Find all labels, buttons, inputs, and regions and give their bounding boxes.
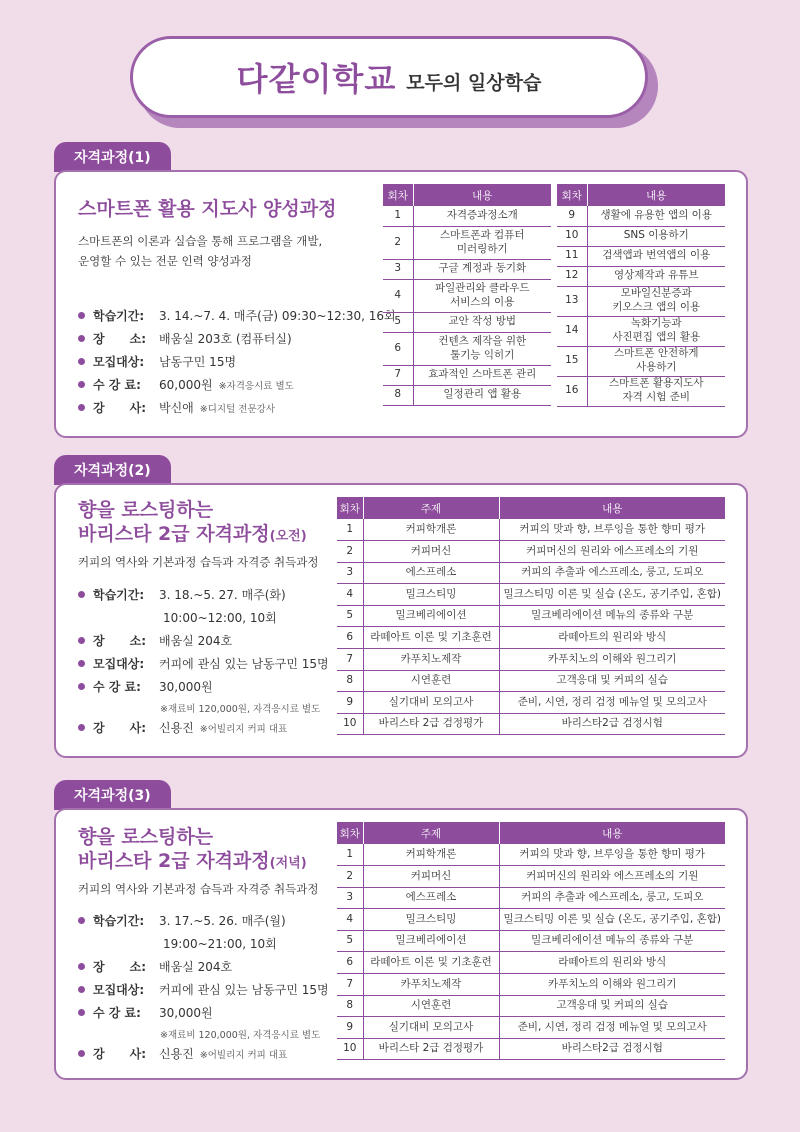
info-fee (78, 376, 396, 399)
info-label: 수 강 료: (93, 1006, 141, 1020)
table-cell: 고객응대 및 커피의 실습 (499, 670, 725, 692)
table-cell: 자격증과정소개 (413, 206, 551, 226)
table-row (557, 286, 725, 316)
table-row (337, 605, 725, 627)
page-title: 다같이학교 (236, 60, 397, 98)
bullet-icon (78, 724, 85, 731)
course-title-line: 바리스타 2급 자격과정 (78, 849, 270, 872)
table-header: 내용 (587, 184, 725, 206)
info-label: 장 소: (93, 960, 147, 974)
table-cell: 커피머신 (363, 541, 499, 563)
table-cell: 커피의 맛과 향, 브루잉을 통한 향미 평가 (499, 519, 725, 541)
table-header: 회차 (383, 184, 413, 206)
desc-line: 스마트폰의 이론과 실습을 통해 프로그램을 개발, (78, 234, 323, 248)
desc-line: 커피의 역사와 기본과정 습득과 자격증 취득과정 (78, 882, 319, 896)
info-value: 남동구민 15명 (159, 355, 237, 369)
table-row (337, 974, 725, 996)
table-row (557, 316, 725, 346)
table-row (337, 627, 725, 649)
session-number-cell: 6 (383, 332, 413, 365)
table-row (337, 562, 725, 584)
session-number-cell: 1 (337, 844, 363, 866)
table-row (557, 376, 725, 406)
table-cell: 고객응대 및 커피의 실습 (499, 995, 725, 1017)
table-cell: 바리스타2급 검정시험 (499, 713, 725, 735)
page-subtitle: 모두의 일상학습 (406, 71, 542, 94)
table-cell: 바리스타2급 검정시험 (499, 1038, 725, 1060)
table-header: 회차 (337, 822, 363, 844)
session-number-cell: 13 (557, 286, 587, 316)
session-number-cell: 4 (337, 584, 363, 606)
course-title (78, 826, 307, 874)
session-number-cell: 10 (337, 713, 363, 735)
table-cell: 밀크베리에이션 메뉴의 종류와 구분 (499, 605, 725, 627)
table-cell: 스마트폰 안전하게 사용하기 (587, 346, 725, 376)
table-cell: 밀크스티밍 (363, 584, 499, 606)
session-number-cell: 12 (557, 266, 587, 286)
table-cell: 준비, 시연, 정리 검정 메뉴얼 및 모의고사 (499, 1017, 725, 1039)
session-number-cell: 11 (557, 246, 587, 266)
page-title-banner (130, 36, 648, 118)
table-row (337, 930, 725, 952)
table-row (557, 226, 725, 246)
schedule-table (337, 497, 725, 735)
table-cell: 구글 계정과 동기화 (413, 259, 551, 279)
session-number-cell: 7 (383, 365, 413, 385)
info-value: 커피에 관심 있는 남동구민 15명 (159, 657, 329, 671)
info-note: ※재료비 120,000원, 자격응시료 별도 (160, 1030, 321, 1041)
info-place (78, 958, 329, 981)
bullet-icon (78, 335, 85, 342)
section-tag-2: 자격과정(2) (54, 455, 171, 485)
desc-line: 커피의 역사와 기본과정 습득과 자격증 취득과정 (78, 555, 319, 569)
table-cell: 밀크스티밍 이론 및 실습 (온도, 공기주입, 혼합) (499, 909, 725, 931)
schedule-table (337, 822, 725, 1060)
info-value: 배움실 204호 (159, 960, 233, 974)
table-row (337, 887, 725, 909)
table-cell: 시연훈련 (363, 670, 499, 692)
session-number-cell: 2 (337, 541, 363, 563)
table-cell: 검색앱과 번역앱의 이용 (587, 246, 725, 266)
session-number-cell: 1 (337, 519, 363, 541)
course-card-1 (54, 170, 748, 438)
table-cell: 밀크베리에이션 메뉴의 종류와 구분 (499, 930, 725, 952)
table-cell: 커피의 추출과 에스프레소, 룽고, 도피오 (499, 562, 725, 584)
info-label: 모집대상: (93, 657, 145, 671)
session-number-cell: 7 (337, 649, 363, 671)
session-number-cell: 4 (383, 279, 413, 312)
table-row (383, 226, 551, 259)
session-number-cell: 2 (337, 866, 363, 888)
info-value: 신용진 (159, 1047, 194, 1061)
course-title (78, 499, 307, 547)
info-value: 신용진 (159, 721, 194, 735)
session-number-cell: 3 (383, 259, 413, 279)
table-cell: 커피머신의 원리와 에스프레소의 기원 (499, 541, 725, 563)
course-title-line: 바리스타 2급 자격과정 (78, 522, 270, 545)
session-number-cell: 15 (557, 346, 587, 376)
table-cell: 커피머신 (363, 866, 499, 888)
info-value: 19:00~21:00, 10회 (163, 937, 277, 951)
table-cell: 효과적인 스마트폰 관리 (413, 365, 551, 385)
table-cell: 스마트폰과 컴퓨터 미러링하기 (413, 226, 551, 259)
table-cell: 커피머신의 원리와 에스프레소의 기원 (499, 866, 725, 888)
course-description (78, 553, 318, 573)
session-number-cell: 9 (337, 1017, 363, 1039)
table-row (557, 206, 725, 226)
table-cell: 밀크베리에이션 (363, 930, 499, 952)
info-value: 30,000원 (159, 1006, 213, 1020)
table-cell: 일정관리 앱 활용 (413, 385, 551, 405)
session-number-cell: 3 (337, 887, 363, 909)
session-number-cell: 5 (337, 930, 363, 952)
table-cell: 라떼아트 이론 및 기초훈련 (363, 627, 499, 649)
table-cell: 파일관리와 클라우드 서비스의 이용 (413, 279, 551, 312)
table-header: 내용 (499, 822, 725, 844)
table-cell: 준비, 시연, 정리 검정 메뉴얼 및 모의고사 (499, 692, 725, 714)
info-label: 강 사: (93, 1047, 147, 1061)
table-row (383, 365, 551, 385)
session-number-cell: 3 (337, 562, 363, 584)
session-number-cell: 5 (383, 312, 413, 332)
course-info (78, 586, 329, 742)
bullet-icon (78, 963, 85, 970)
table-row (383, 385, 551, 405)
table-row (383, 279, 551, 312)
info-value: 배움실 204호 (159, 634, 233, 648)
table-cell: 실기대비 모의고사 (363, 1017, 499, 1039)
table-cell: 교안 작성 방법 (413, 312, 551, 332)
table-cell: 컨텐츠 제작을 위한 툴기능 익히기 (413, 332, 551, 365)
info-label: 학습기간: (93, 914, 145, 928)
table-cell: 라떼아트 이론 및 기초훈련 (363, 952, 499, 974)
table-cell: 모바일신분증과 키오스크 앱의 이용 (587, 286, 725, 316)
info-period (78, 912, 329, 935)
session-number-cell: 9 (557, 206, 587, 226)
schedule-table-left (383, 184, 551, 406)
bullet-icon (78, 1009, 85, 1016)
table-header: 회차 (557, 184, 587, 206)
table-row (337, 1017, 725, 1039)
table-row (337, 713, 725, 735)
table-row (557, 346, 725, 376)
info-value: 10:00~12:00, 10회 (163, 611, 277, 625)
info-teacher (78, 719, 329, 742)
course-info (78, 912, 329, 1068)
table-cell: 에스프레소 (363, 887, 499, 909)
session-number-cell: 8 (337, 670, 363, 692)
table-cell: 라떼아트의 원리와 방식 (499, 952, 725, 974)
info-note: ※재료비 120,000원, 자격응시료 별도 (160, 704, 321, 715)
table-cell: 스마트폰 활용지도사 자격 시험 준비 (587, 376, 725, 406)
info-note: ※디지털 전문강사 (199, 404, 276, 415)
table-cell: 라떼아트의 원리와 방식 (499, 627, 725, 649)
info-note: ※어빌리지 커피 대표 (199, 1050, 288, 1061)
table-cell: 밀크스티밍 (363, 909, 499, 931)
table-cell: 커피의 맛과 향, 브루잉을 통한 향미 평가 (499, 844, 725, 866)
table-row (337, 1038, 725, 1060)
table-cell: 커피의 추출과 에스프레소, 룽고, 도피오 (499, 887, 725, 909)
course-info (78, 307, 396, 422)
table-row (337, 649, 725, 671)
table-row (337, 670, 725, 692)
info-period (78, 586, 329, 609)
bullet-icon (78, 683, 85, 690)
session-number-cell: 16 (557, 376, 587, 406)
info-value: 30,000원 (159, 680, 213, 694)
section-tag-3: 자격과정(3) (54, 780, 171, 810)
table-row (337, 866, 725, 888)
bullet-icon (78, 917, 85, 924)
info-label: 수 강 료: (93, 680, 141, 694)
info-target (78, 655, 329, 678)
session-number-cell: 5 (337, 605, 363, 627)
table-cell: 생활에 유용한 앱의 이용 (587, 206, 725, 226)
session-number-cell: 4 (337, 909, 363, 931)
info-place (78, 330, 396, 353)
table-row (337, 995, 725, 1017)
info-label: 학습기간: (93, 588, 145, 602)
info-value: 배움실 203호 (컴퓨터실) (159, 332, 292, 346)
session-number-cell: 8 (383, 385, 413, 405)
table-row (557, 246, 725, 266)
table-cell: 밀크스티밍 이론 및 실습 (온도, 공기주입, 혼합) (499, 584, 725, 606)
table-header: 주제 (363, 497, 499, 519)
table-cell: 카푸치노제작 (363, 649, 499, 671)
course-description (78, 232, 322, 271)
info-label: 강 사: (93, 721, 147, 735)
table-cell: 커피학개론 (363, 519, 499, 541)
bullet-icon (78, 1050, 85, 1057)
info-note: ※자격응시료 별도 (218, 381, 294, 392)
bullet-icon (78, 312, 85, 319)
session-number-cell: 9 (337, 692, 363, 714)
info-target (78, 353, 396, 376)
info-fee (78, 1004, 329, 1027)
course-title (78, 198, 336, 222)
bullet-icon (78, 637, 85, 644)
bullet-icon (78, 986, 85, 993)
table-row (337, 909, 725, 931)
table-row (337, 844, 725, 866)
table-row (337, 952, 725, 974)
info-teacher (78, 399, 396, 422)
info-teacher (78, 1045, 329, 1068)
table-row (337, 692, 725, 714)
table-row (383, 206, 551, 226)
table-cell: 카푸치노의 이해와 원그리기 (499, 649, 725, 671)
bullet-icon (78, 358, 85, 365)
info-value: 3. 17.~5. 26. 매주(월) (159, 914, 286, 928)
table-header: 주제 (363, 822, 499, 844)
info-label: 학습기간: (93, 309, 145, 323)
table-cell: 녹화기능과 사진편집 앱의 활용 (587, 316, 725, 346)
session-number-cell: 10 (557, 226, 587, 246)
course-card-3 (54, 808, 748, 1080)
section-tag-1: 자격과정(1) (54, 142, 171, 172)
info-note: ※어빌리지 커피 대표 (199, 724, 288, 735)
session-number-cell: 2 (383, 226, 413, 259)
info-label: 장 소: (93, 332, 147, 346)
bullet-icon (78, 404, 85, 411)
course-title-suffix: (저녁) (269, 855, 307, 871)
table-cell: 카푸치노제작 (363, 974, 499, 996)
session-number-cell: 8 (337, 995, 363, 1017)
course-title-line: 스마트폰 활용 지도사 양성과정 (78, 198, 337, 220)
table-cell: SNS 이용하기 (587, 226, 725, 246)
session-number-cell: 1 (383, 206, 413, 226)
table-cell: 시연훈련 (363, 995, 499, 1017)
session-number-cell: 6 (337, 952, 363, 974)
info-label: 모집대상: (93, 355, 145, 369)
table-cell: 에스프레소 (363, 562, 499, 584)
table-cell: 카푸치노의 이해와 원그리기 (499, 974, 725, 996)
info-value: 3. 14.~7. 4. 매주(금) 09:30~12:30, 16회 (159, 309, 396, 323)
table-cell: 밀크베리에이션 (363, 605, 499, 627)
info-label: 장 소: (93, 634, 147, 648)
table-header: 내용 (499, 497, 725, 519)
info-label: 모집대상: (93, 983, 145, 997)
table-row (383, 259, 551, 279)
info-value: 커피에 관심 있는 남동구민 15명 (159, 983, 329, 997)
schedule-table-right (557, 184, 725, 407)
table-row (337, 519, 725, 541)
course-title-suffix: (오전) (269, 528, 307, 544)
session-number-cell: 6 (337, 627, 363, 649)
info-label: 강 사: (93, 401, 147, 415)
bullet-icon (78, 660, 85, 667)
info-value: 3. 18.~5. 27. 매주(화) (159, 588, 286, 602)
course-card-2 (54, 483, 748, 758)
table-row (557, 266, 725, 286)
course-title-line: 향을 로스팅하는 (78, 499, 214, 521)
course-description (78, 880, 318, 900)
session-number-cell: 10 (337, 1038, 363, 1060)
table-header: 내용 (413, 184, 551, 206)
table-cell: 바리스타 2급 검정평가 (363, 1038, 499, 1060)
table-row (383, 312, 551, 332)
info-period (78, 307, 396, 330)
table-header: 회차 (337, 497, 363, 519)
bullet-icon (78, 381, 85, 388)
info-target (78, 981, 329, 1004)
table-cell: 바리스타 2급 검정평가 (363, 713, 499, 735)
table-cell: 커피학개론 (363, 844, 499, 866)
info-place (78, 632, 329, 655)
bullet-icon (78, 591, 85, 598)
table-cell: 실기대비 모의고사 (363, 692, 499, 714)
info-value: 60,000원 (159, 378, 213, 392)
table-row (383, 332, 551, 365)
table-row (337, 541, 725, 563)
info-value: 박신애 (159, 401, 194, 415)
table-cell: 영상제작과 유튜브 (587, 266, 725, 286)
info-label: 수 강 료: (93, 378, 141, 392)
desc-line: 운영할 수 있는 전문 인력 양성과정 (78, 253, 252, 268)
session-number-cell: 14 (557, 316, 587, 346)
info-fee (78, 678, 329, 701)
course-title-line: 향을 로스팅하는 (78, 826, 214, 848)
table-row (337, 584, 725, 606)
session-number-cell: 7 (337, 974, 363, 996)
